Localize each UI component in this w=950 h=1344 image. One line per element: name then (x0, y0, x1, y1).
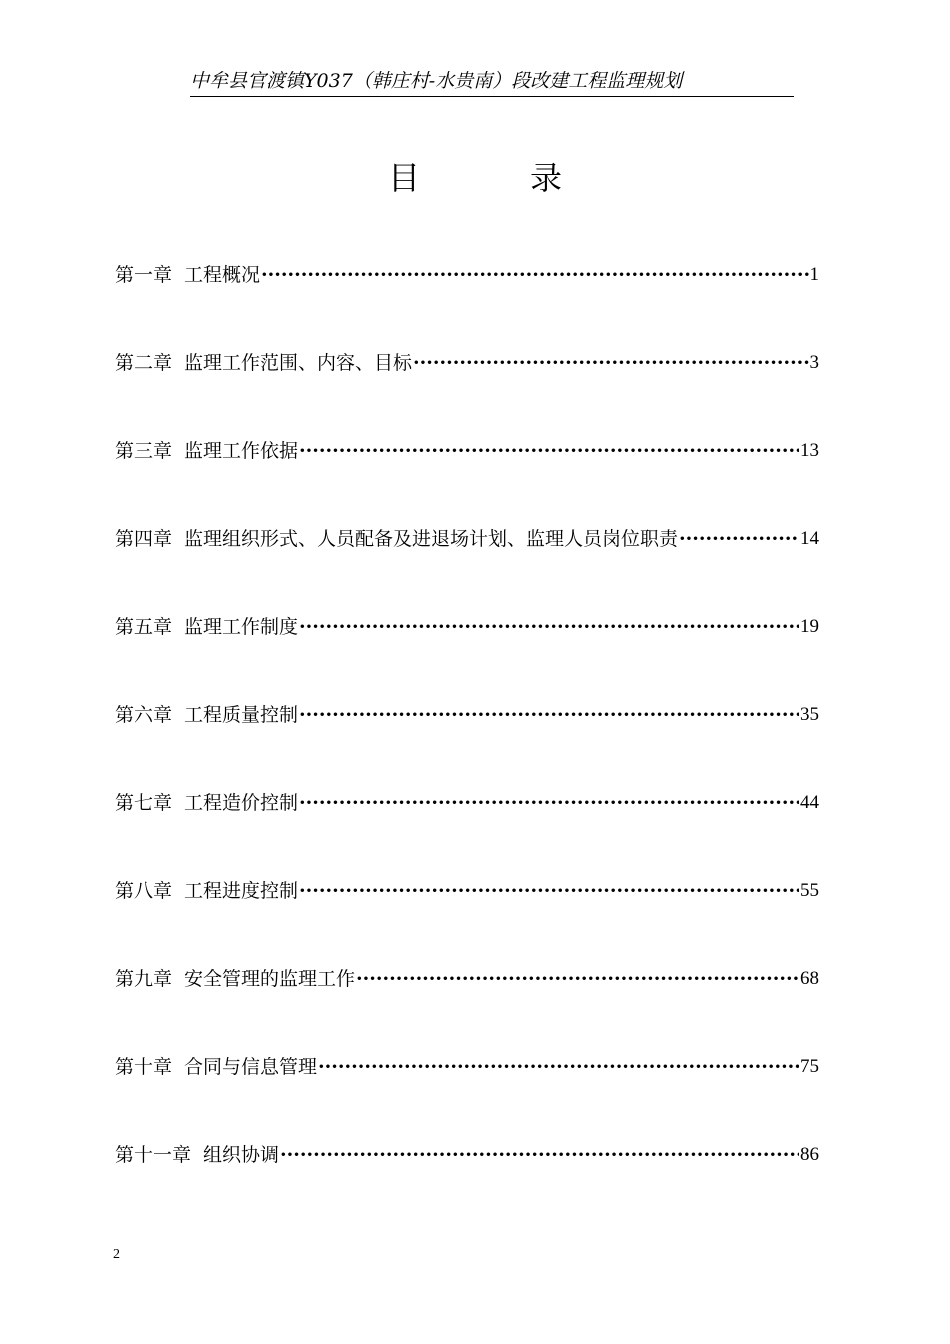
toc-entry[interactable] (115, 345, 819, 381)
toc-dot-leader (299, 785, 799, 821)
toc-dot-leader (299, 433, 799, 469)
toc-entry[interactable] (115, 785, 819, 821)
toc-dot-leader (299, 697, 799, 733)
toc-page-number: 1 (809, 264, 819, 285)
toc-entry-title: 监理工作制度 (184, 616, 299, 638)
toc-dot-leader (261, 257, 808, 293)
toc-chapter-label: 第一章 (115, 264, 173, 286)
toc-chapter-label: 第五章 (115, 616, 173, 638)
toc-page-number: 55 (800, 880, 819, 901)
toc-entry-title: 组织协调 (203, 1144, 280, 1166)
toc-chapter-label: 第十章 (115, 1056, 173, 1078)
toc-page-number: 3 (809, 352, 819, 373)
toc-entry[interactable] (115, 609, 819, 645)
toc-page-number: 75 (800, 1056, 819, 1077)
toc-chapter-label: 第四章 (115, 528, 173, 550)
toc-entry-title: 工程进度控制 (184, 880, 299, 902)
toc-entry[interactable] (115, 433, 819, 469)
toc-entry[interactable] (115, 697, 819, 733)
toc-page-number: 44 (800, 792, 819, 813)
toc-entry-title: 监理组织形式、人员配备及进退场计划、监理人员岗位职责 (184, 528, 679, 550)
toc-entry[interactable] (115, 1049, 819, 1085)
toc-page-number: 14 (800, 528, 819, 549)
toc-heading-char-1: 目 (387, 159, 420, 197)
toc-entry[interactable] (115, 873, 819, 909)
toc-dot-leader (413, 345, 808, 381)
toc-chapter-label: 第十一章 (115, 1144, 192, 1166)
toc-entry[interactable] (115, 521, 819, 557)
toc-entry-title: 工程造价控制 (184, 792, 299, 814)
toc-entry[interactable] (115, 257, 819, 293)
toc-entry-title: 安全管理的监理工作 (184, 968, 356, 990)
toc-entry-title: 监理工作依据 (184, 440, 299, 462)
toc-dot-leader (679, 521, 799, 557)
toc-page-number: 68 (800, 968, 819, 989)
toc-entry[interactable] (115, 1137, 819, 1173)
toc-page-number: 35 (800, 704, 819, 725)
toc-entry-title: 合同与信息管理 (184, 1056, 318, 1078)
toc-dot-leader (299, 873, 799, 909)
toc-page-number: 19 (800, 616, 819, 637)
toc-dot-leader (356, 961, 799, 997)
toc-page-number: 13 (800, 440, 819, 461)
toc-heading (0, 156, 950, 200)
toc-entry-title: 监理工作范围、内容、目标 (184, 352, 413, 374)
toc-dot-leader (280, 1137, 799, 1173)
toc-dot-leader (299, 609, 799, 645)
toc-dot-leader (318, 1049, 799, 1085)
toc-page-number: 86 (800, 1144, 819, 1165)
running-header: 中牟县官渡镇Y037（韩庄村-水贵南）段改建工程监理规划 (190, 66, 794, 97)
toc-chapter-label: 第六章 (115, 704, 173, 726)
toc-chapter-label: 第八章 (115, 880, 173, 902)
toc-chapter-label: 第二章 (115, 352, 173, 374)
toc-chapter-label: 第七章 (115, 792, 173, 814)
footer-page-number: 2 (113, 1247, 120, 1262)
toc-entry-title: 工程质量控制 (184, 704, 299, 726)
toc-heading-char-2: 录 (530, 159, 563, 197)
toc-entry[interactable] (115, 961, 819, 997)
toc-chapter-label: 第三章 (115, 440, 173, 462)
toc-chapter-label: 第九章 (115, 968, 173, 990)
toc-entry-title: 工程概况 (184, 264, 261, 286)
